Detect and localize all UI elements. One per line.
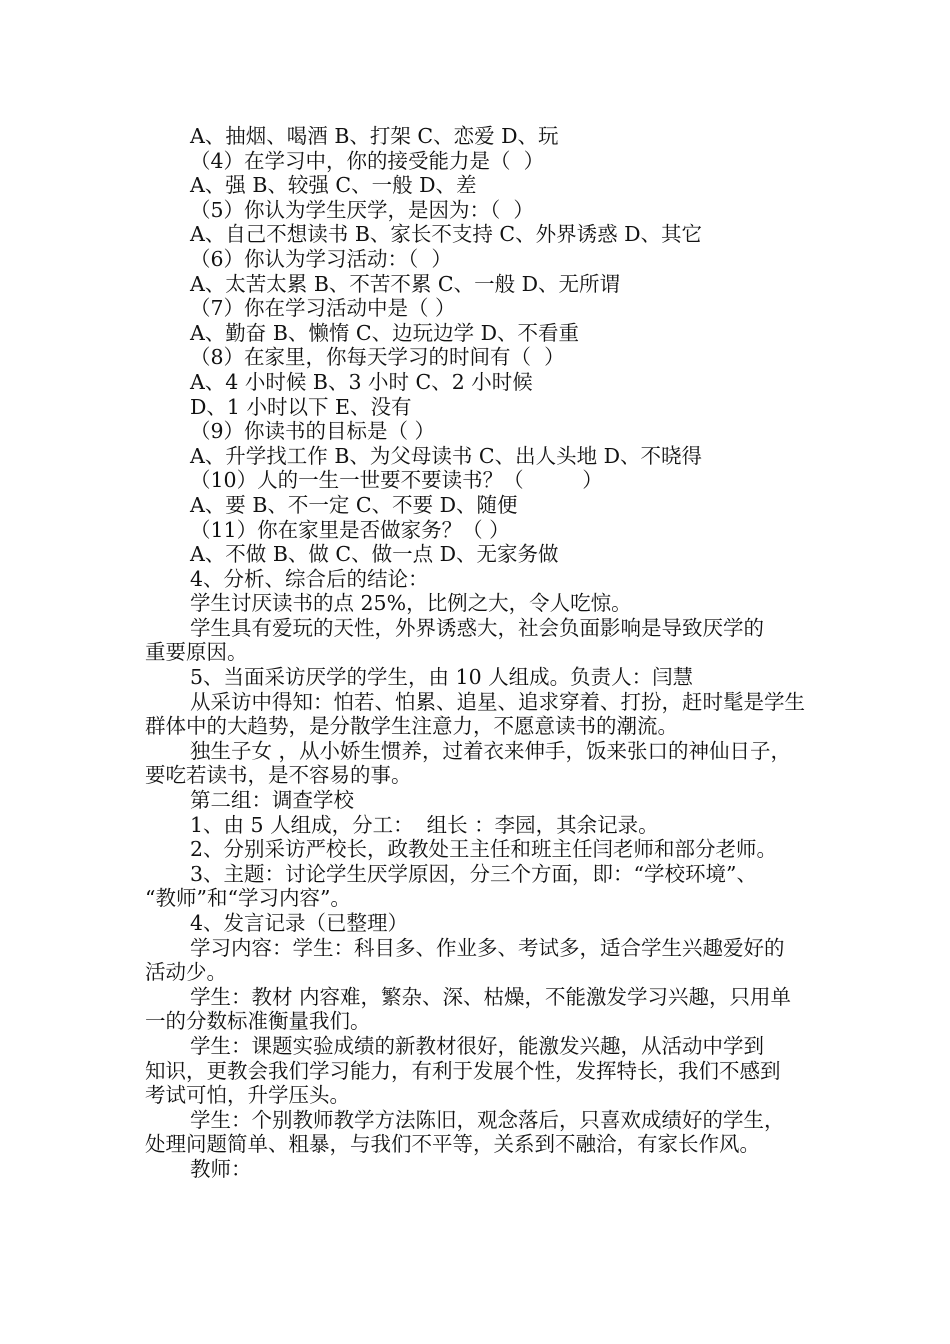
text-line: A、自己不想读书 B、家长不支持 C、外界诱惑 D、其它 <box>190 222 703 247</box>
text-line: 知识，更教会我们学习能力，有利于发展个性，发挥特长，我们不感到 <box>145 1058 781 1083</box>
text-line: 教师： <box>190 1156 252 1181</box>
text-line: （4）在学习中，你的接受能力是（ ） <box>190 148 545 173</box>
text-line: （10）人的一生一世要不要读书？（ ） <box>190 468 603 493</box>
text-line: 活动少。 <box>145 960 227 985</box>
text-line: 从采访中得知：怕若、怕累、追星、追求穿着、打扮，赶时髦是学生 <box>190 689 805 714</box>
text-line: A、强 B、较强 C、一般 D、差 <box>190 173 477 198</box>
text-line: A、要 B、不一定 C、不要 D、随便 <box>190 492 518 517</box>
text-line: （9）你读书的目标是（ ） <box>190 419 436 444</box>
text-line: （6）你认为学习活动：（ ） <box>190 246 452 271</box>
text-line: 学习内容：学生：科目多、作业多、考试多，适合学生兴趣爱好的 <box>190 935 785 960</box>
text-line: （5）你认为学生厌学，是因为：（ ） <box>190 197 534 222</box>
text-line: （11）你在家里是否做家务？（ ） <box>190 517 510 542</box>
text-line: 2、分别采访严校长，政教处王主任和班主任闫老师和部分老师。 <box>190 837 778 862</box>
text-line: A、太苦太累 B、不苦不累 C、一般 D、无所谓 <box>190 271 621 296</box>
text-line: 独生子女 ，从小娇生惯养，过着衣来伸手，饭来张口的神仙日子， <box>190 738 792 763</box>
text-line: 学生：个别教师教学方法陈旧，观念落后，只喜欢成绩好的学生， <box>190 1107 785 1132</box>
text-line: 群体中的大趋势，是分散学生注意力，不愿意读书的潮流。 <box>145 714 678 739</box>
text-line: 学生具有爱玩的天性，外界诱惑大，社会负面影响是导致厌学的 <box>190 615 764 640</box>
text-line: 处理问题简单、粗暴，与我们不平等，关系到不融洽，有家长作风。 <box>145 1132 760 1157</box>
text-line: 考试可怕，升学压头。 <box>145 1083 350 1108</box>
text-line: 学生讨厌读书的点 25%，比例之大，令人吃惊。 <box>190 591 632 616</box>
text-line: 要吃若读书，是不容易的事。 <box>145 763 412 788</box>
text-line: 4、分析、综合后的结论： <box>190 566 429 591</box>
text-line: 5、当面采访厌学的学生，由 10 人组成。负责人：闫慧 <box>190 665 694 690</box>
text-line: 学生：教材 内容难，繁杂、深、枯燥，不能激发学习兴趣，只用单 <box>190 984 792 1009</box>
text-line: （8）在家里，你每天学习的时间有（ ） <box>190 345 565 370</box>
text-line: 学生：课题实验成绩的新教材很好，能激发兴趣，从活动中学到 <box>190 1033 764 1058</box>
text-line: 重要原因。 <box>145 640 248 665</box>
text-line: “教师”和“学习内容”。 <box>145 886 351 911</box>
text-line: A、抽烟、喝酒 B、打架 C、恋爱 D、玩 <box>190 124 559 148</box>
text-line: 4、发言记录（已整理） <box>190 911 409 935</box>
text-line: 第二组：调查学校 <box>190 788 354 813</box>
document-body <box>145 124 817 1182</box>
text-line: 1、由 5 人组成，分工： 组长 ：李园，其余记录。 <box>190 812 659 837</box>
text-line: （7）你在学习活动中是（ ） <box>190 296 456 321</box>
text-line: A、不做 B、做 C、做一点 D、无家务做 <box>190 542 559 567</box>
text-line: D、1 小时以下 E、没有 <box>190 394 412 419</box>
text-line: A、4 小时候 B、3 小时 C、2 小时候 <box>190 369 533 394</box>
text-line: 3、主题：讨论学生厌学原因，分三个方面，即：“学校环境”、 <box>190 861 758 886</box>
text-line: 一的分数标准衡量我们。 <box>145 1009 371 1034</box>
text-line: A、升学找工作 B、为父母读书 C、出人头地 D、不晓得 <box>190 443 703 468</box>
text-line: A、勤奋 B、懒惰 C、边玩边学 D、不看重 <box>190 320 580 345</box>
